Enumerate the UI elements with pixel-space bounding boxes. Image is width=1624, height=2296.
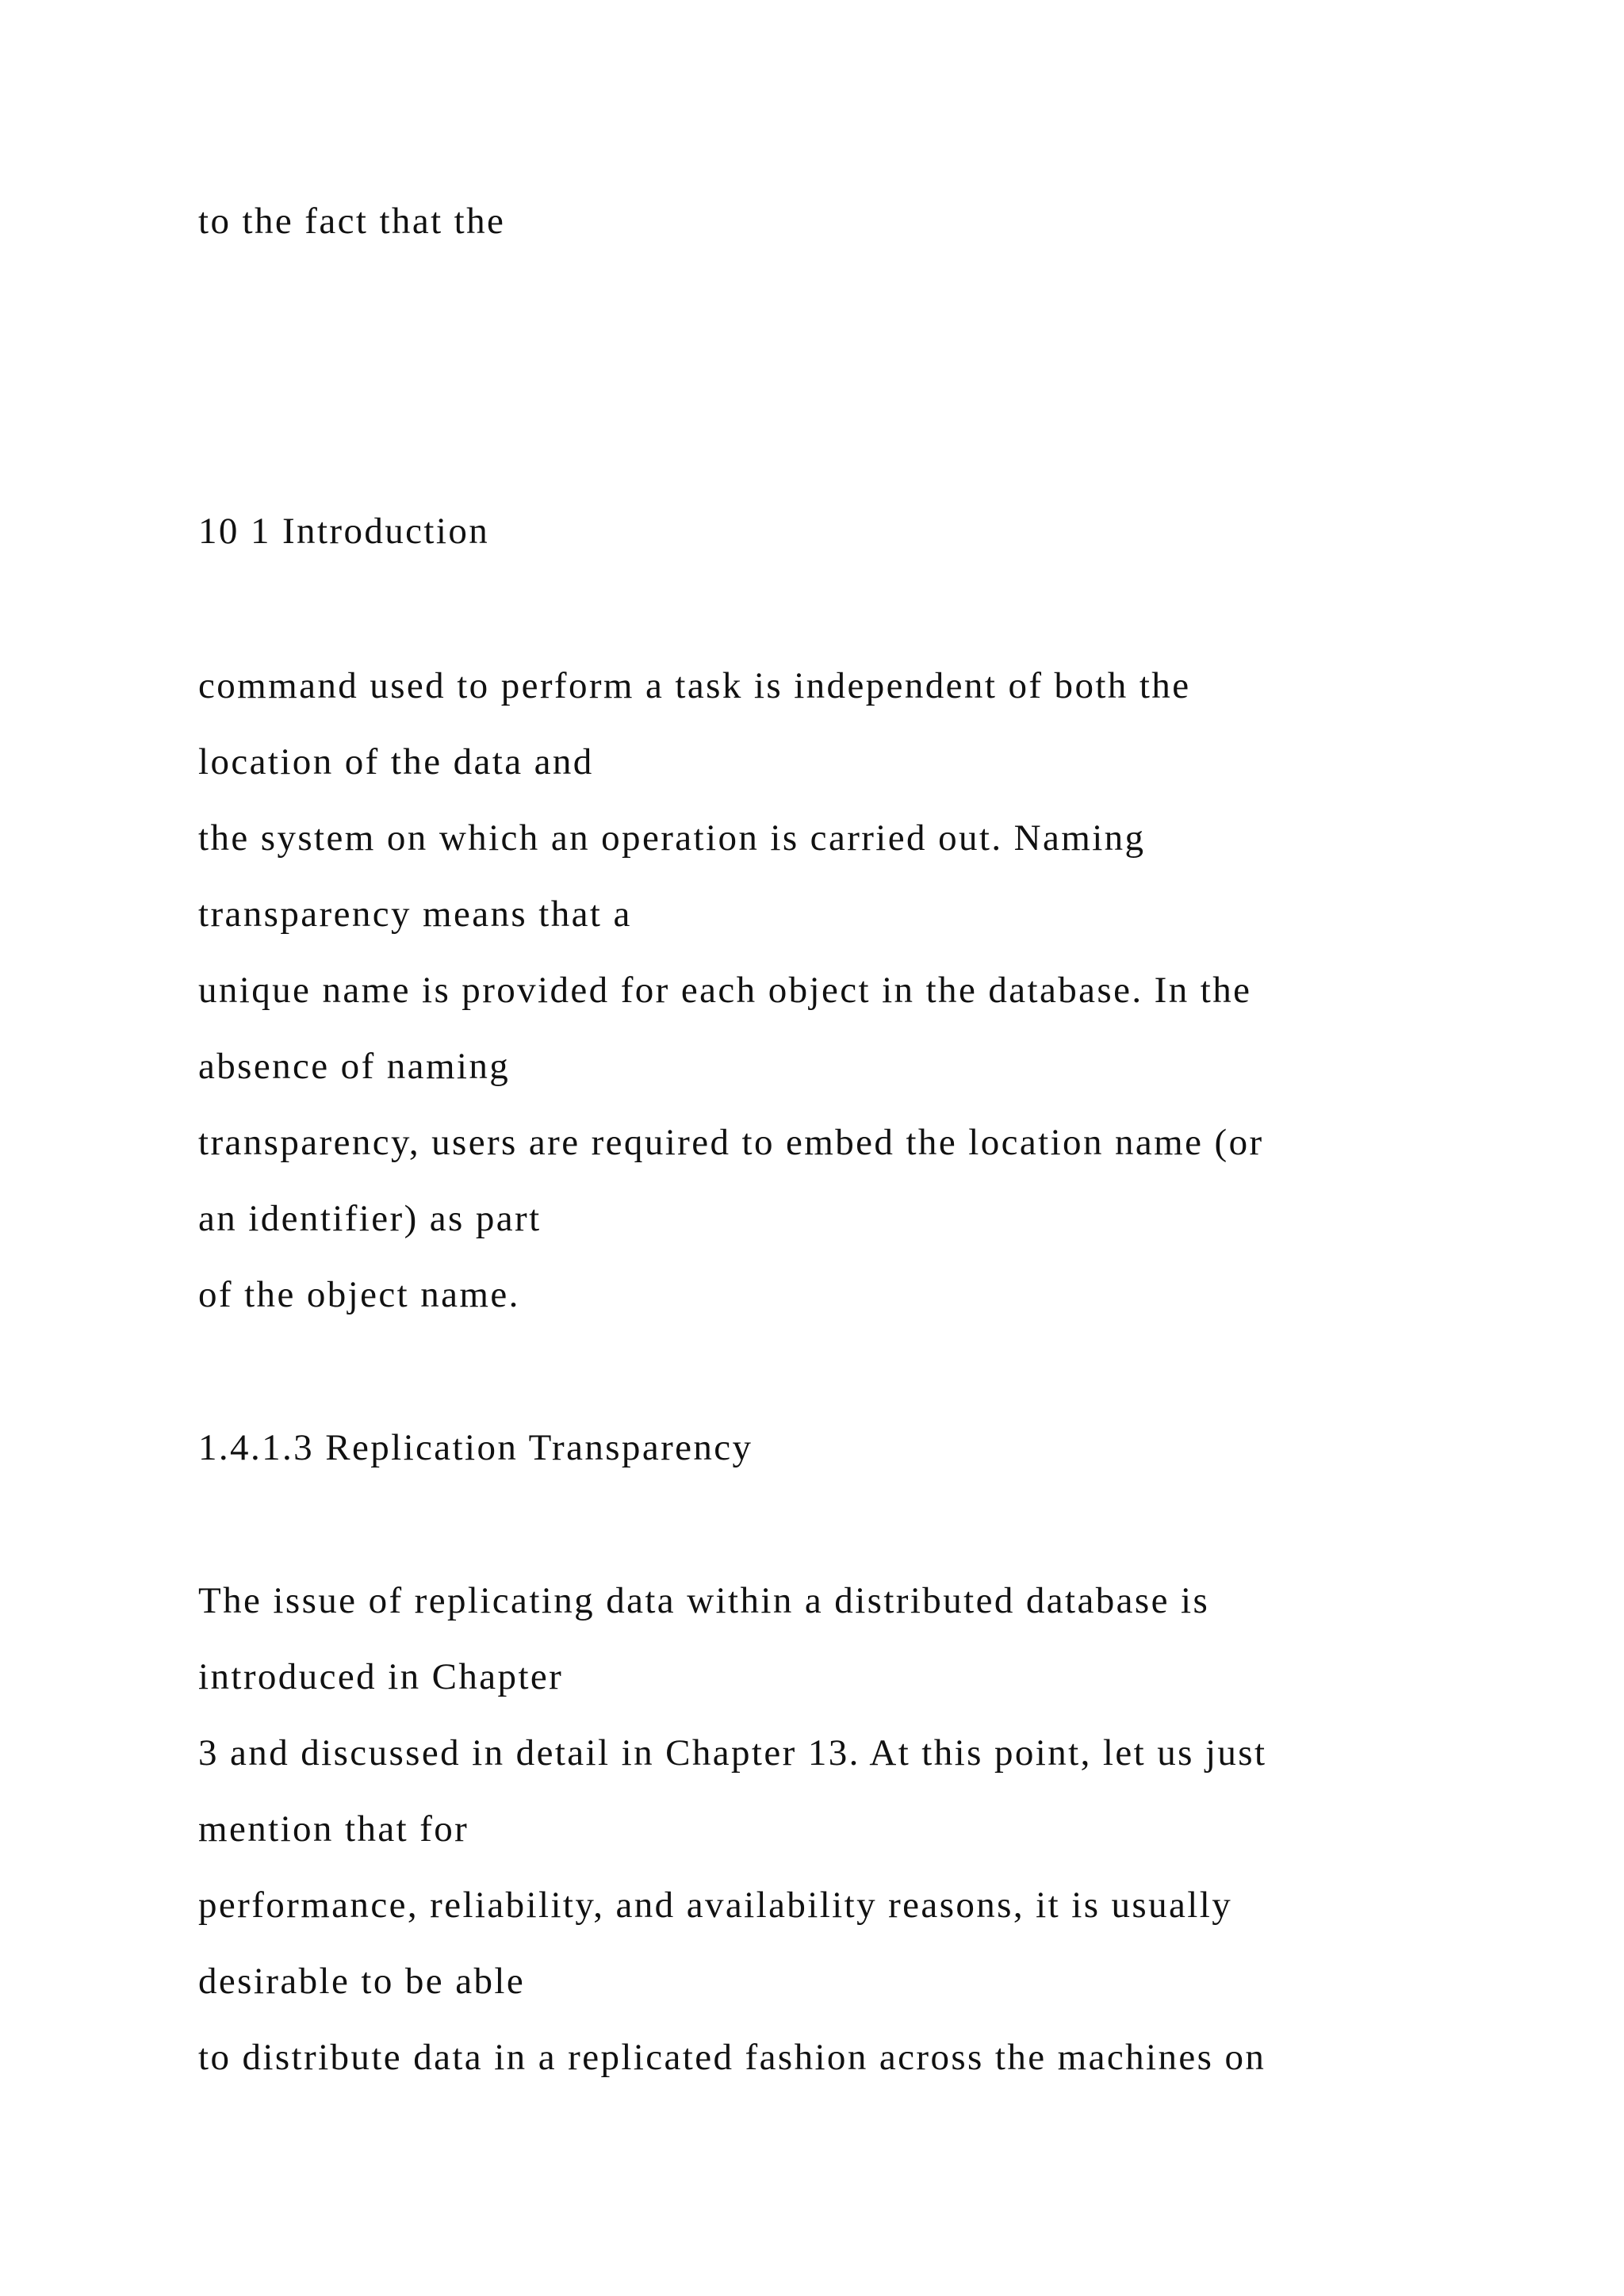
text-line: 3 and discussed in detail in Chapter 13. At this point, let us just bbox=[198, 1732, 1267, 1774]
text-line: location of the data and bbox=[198, 741, 594, 783]
text-line: transparency, users are required to embed the location name (or bbox=[198, 1122, 1264, 1163]
text-line: to distribute data in a replicated fashion across the machines on bbox=[198, 2037, 1266, 2078]
text-line: desirable to be able bbox=[198, 1961, 526, 2002]
text-line: transparency means that a bbox=[198, 894, 632, 935]
text-line: mention that for bbox=[198, 1808, 469, 1850]
text-line: an identifier) as part bbox=[198, 1198, 542, 1239]
text-line: the system on which an operation is carried out. Naming bbox=[198, 817, 1146, 859]
text-line: to the fact that the bbox=[198, 201, 506, 242]
text-line: absence of naming bbox=[198, 1046, 511, 1087]
section-heading: 1.4.1.3 Replication Transparency bbox=[198, 1427, 753, 1468]
text-line: The issue of replicating data within a distributed database is bbox=[198, 1580, 1210, 1621]
text-line: of the object name. bbox=[198, 1274, 520, 1315]
text-line: unique name is provided for each object in the database. In the bbox=[198, 970, 1252, 1011]
text-line: command used to perform a task is independent of both the bbox=[198, 665, 1191, 706]
text-line: performance, reliability, and availability reasons, it is usually bbox=[198, 1885, 1233, 1926]
page-header: 10 1 Introduction bbox=[198, 511, 490, 552]
text-line: introduced in Chapter bbox=[198, 1656, 564, 1697]
